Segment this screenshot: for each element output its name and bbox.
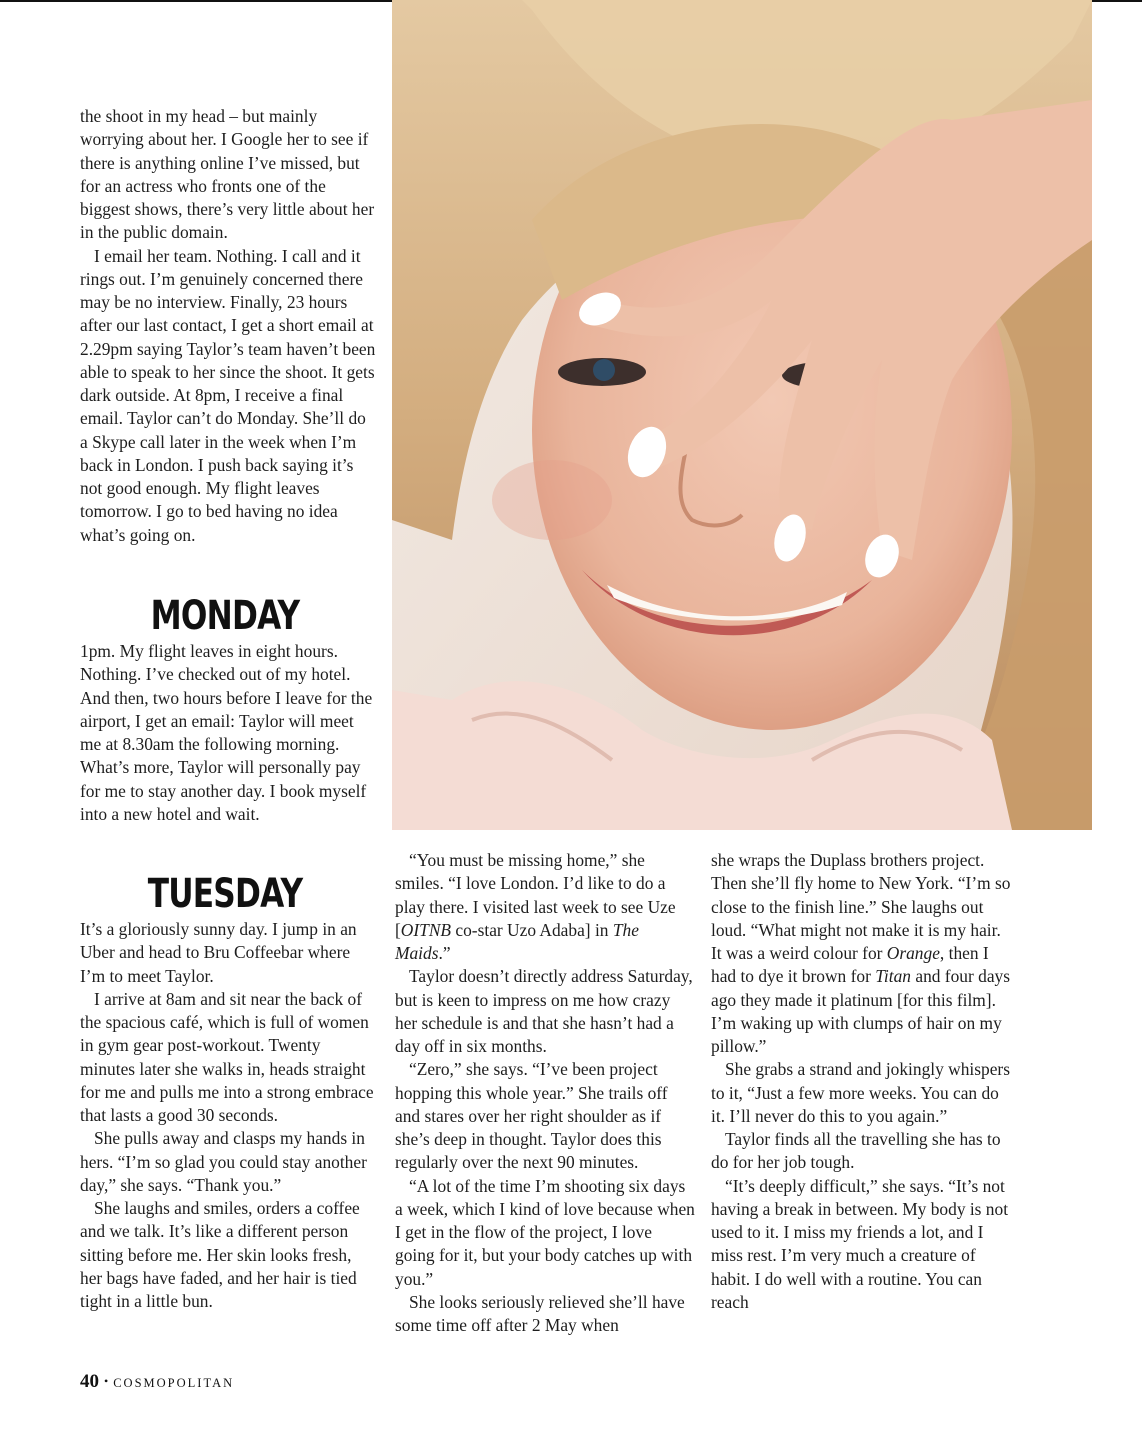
italic-title: OITNB [400,919,452,940]
footer-separator: • [104,1374,109,1388]
text-run: and four days ago they made it platinum [for this film]. I’m waking up with clumps of hair on my pillow.” [711,966,1011,1056]
paragraph: 1pm. My flight leaves in eight hours. Nothing. I’ve checked out of my hotel. And then, two hours before I leave for the airport, I get an email: Taylor will meet me at 8.30am the following morning. What’s more, Taylor will personally pay for me to stay another day. I book myself into a new hotel and wait. [80,641,373,824]
paragraph: She grabs a strand and jokingly whispers to it, “Just a few more weeks. You can do it. I’ll never do this to you again.” [711,1059,1010,1126]
section-heading-monday: MONDAY [150,593,300,639]
paragraph [395,849,695,965]
paragraph: “A lot of the time I’m shooting six days a week, which I kind of love because when I get in the flow of the project, I love going for it, but your body catches up with you.” [395,1175,695,1289]
text-run: , then I had to dye it brown for [711,943,989,987]
column-1-tuesday [80,918,376,1313]
paragraph: “Zero,” she says. “I’ve been project hopping this whole year.” She trails off and stares over her right shoulder as if she’s deep in thought. Taylor does this regularly over the next 90 minutes. [395,1059,668,1173]
paragraph: Taylor finds all the travelling she has to do for her job tough. [711,1129,1001,1173]
text-run: co-star Uzo Adaba] in [451,919,613,940]
paragraph [711,849,1011,1058]
portrait-photo [392,0,1092,830]
page-number: 40 [80,1371,99,1392]
italic-title: Orange [886,943,940,963]
text-run: .” [438,943,451,963]
column-2 [395,849,695,1337]
column-1-intro [80,105,376,547]
section-heading-tuesday: TUESDAY [147,871,303,917]
portrait-illustration [392,0,1092,830]
italic-title: The Maids [395,919,639,963]
paragraph: Taylor doesn’t directly address Saturday, but is keen to impress on me how crazy her schedule is and that she hasn’t had a day off in six months. [395,966,693,1056]
paragraph: I email her team. Nothing. I call and it rings out. I’m genuinely concerned there may be no interview. Finally, 23 hours after our last contact, I get a short email at 2.29pm saying Taylor’s team haven’t been able to speak to her since the shoot. It gets dark outside. At 8pm, I receive a final email. Taylor can’t do Monday. She’ll do a Skype call later in the week when I’m back in London. I push back saying it’s not good enough. My flight leaves tomorrow. I go to bed having no idea what’s going on. [80,245,376,545]
paragraph: She laughs and smiles, orders a coffee and we talk. It’s like a different person sitting before me. Her skin looks fresh, her bags have faded, and her hair is tied tight in a little bun. [80,1198,360,1311]
italic-title: Titan [875,966,911,987]
paragraph: It’s a gloriously sunny day. I jump in an Uber and head to Bru Coffeebar where I’m to meet Taylor. [80,919,357,986]
magazine-name: COSMOPOLITAN [113,1376,235,1390]
paragraph: She looks seriously relieved she’ll have some time off after 2 May when [395,1291,685,1335]
column-1-monday [80,640,376,826]
paragraph: the shoot in my head – but mainly worrying about her. I Google her to see if there is anything online I’ve missed, but for an actress who fronts one of the biggest shows, there’s very little about her in the public domain. [80,106,375,243]
paragraph: I arrive at 8am and sit near the back of the spacious café, which is full of women in gym gear post-workout. Twenty minutes later she walks in, heads straight for me and pulls me into a strong embrace that lasts a good 30 seconds. [80,988,374,1125]
paragraph: “It’s deeply difficult,” she says. “It’s not having a break in between. My body is not used to it. I miss my friends a lot, and I miss rest. I’m very much a creature of habit. I do well with a routine. You can reach [711,1175,1009,1312]
page-footer [80,1371,234,1393]
text-run: “You must be missing home,” she smiles. “I love London. I’d like to do a play there. I visited last week to see Uze [ [395,850,676,940]
column-3 [711,849,1011,1314]
paragraph: She pulls away and clasps my hands in hers. “I’m so glad you could stay another day,” she says. “Thank you.” [80,1128,367,1195]
text-run: she wraps the Duplass brothers project. Then she’ll fly home to New York. “I’m so close to the finish line.” She laughs out loud. “What might not make it is my hair. It was a weird colour for [711,850,1011,963]
